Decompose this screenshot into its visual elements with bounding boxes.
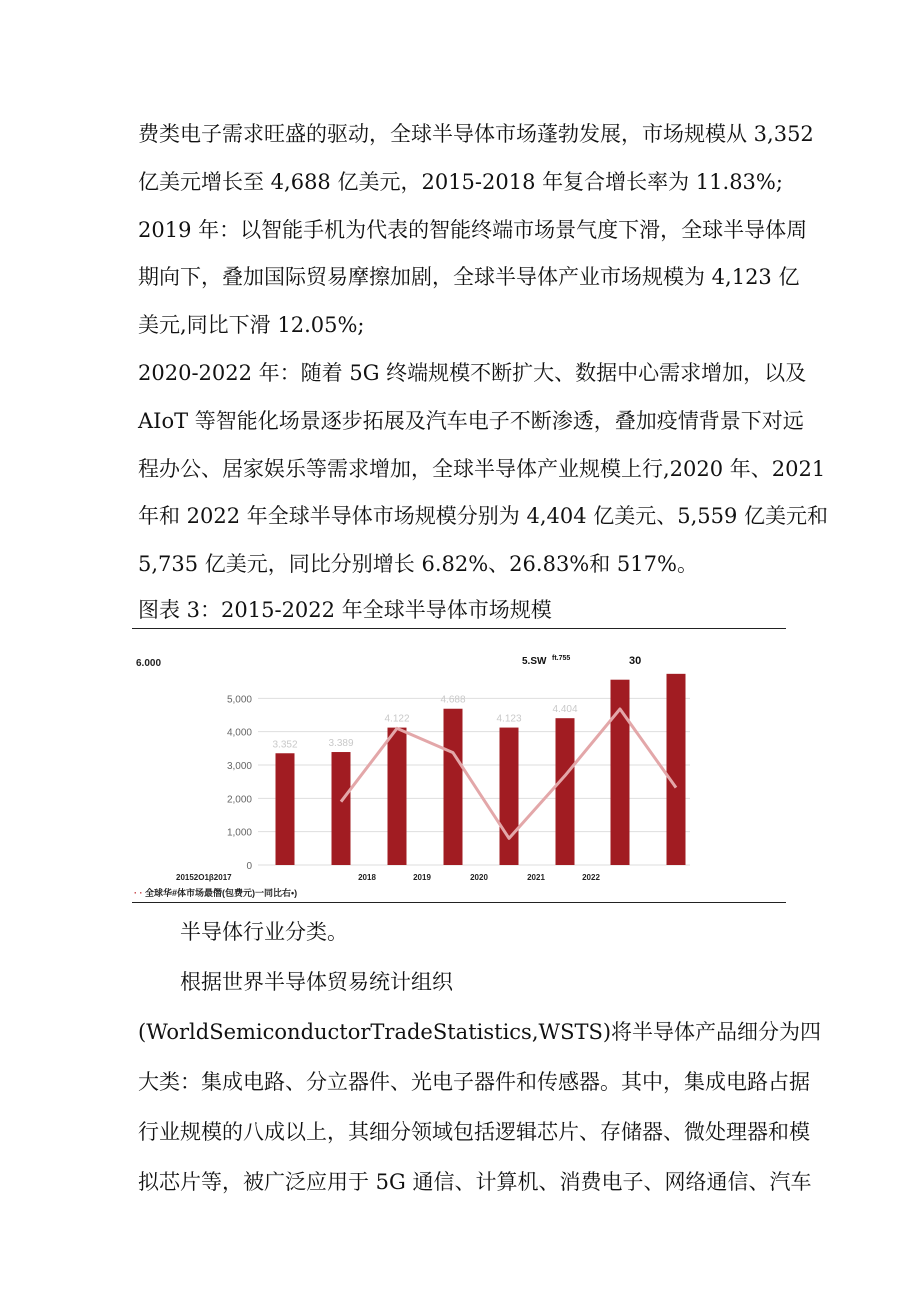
- figure-caption: 图表 3：2015-2022 年全球半导体市场规模: [138, 598, 552, 622]
- bar: [332, 752, 351, 865]
- y-tick-label: 4,000: [226, 727, 252, 739]
- text-line: 大类：集成电路、分立器件、光电子器件和传感器。其中，集成电路占据: [138, 1070, 810, 1094]
- caption-rule-bottom: [132, 902, 786, 903]
- x-tick-label: 2018: [358, 873, 376, 882]
- annotation: 30: [629, 655, 642, 667]
- bar: [667, 674, 686, 865]
- x-tick-label: 2019: [413, 873, 431, 882]
- bar: [611, 680, 630, 865]
- text-line: 期向下，叠加国际贸易摩擦加剧，全球半导体产业市场规模为 4,123 亿: [138, 265, 800, 290]
- y-top-label: 6.000: [136, 658, 162, 669]
- text-line: 费类电子需求旺盛的驱动，全球半导体市场蓬勃发展，市场规模从 3,352: [138, 122, 814, 146]
- bar: [500, 728, 519, 865]
- text-line: 2019 年：以智能手机为代表的智能终端市场景气度下滑，全球半导体周: [138, 217, 808, 242]
- text-line: 根据世界半导体贸易统计组织: [180, 970, 453, 994]
- caption-rule-top: [132, 628, 786, 629]
- annotation: 5.SW: [522, 656, 547, 667]
- legend-text: 全球华#体市场最僭(包费元)一同比右•): [145, 888, 298, 898]
- text-line: (WorldSemiconductorTradeStatistics,WSTS)将半导体产品细分为四: [138, 1020, 822, 1044]
- x-tick-label: 20152O1β2017: [176, 873, 232, 882]
- text-line: 年和 2022 年全球半导体市场规模分别为 4,404 亿美元、5,559 亿美元和: [138, 504, 829, 529]
- text-line: 半导体行业分类。: [180, 920, 348, 944]
- market-size-chart: [132, 640, 786, 902]
- y-tick-label: 3,000: [226, 761, 252, 772]
- bar: [388, 728, 407, 865]
- text-line: AIoT 等智能化场景逐步拓展及汽车电子不断渗透，叠加疫情背景下对远: [138, 408, 804, 433]
- text-line: 程办公、居家娱乐等需求增加，全球半导体产业规模上行,2020 年、2021: [138, 456, 826, 481]
- bar-value-label: 4.404: [552, 704, 578, 716]
- y-tick-label: 1,000: [226, 827, 252, 839]
- text-line: 5,735 亿美元，同比分别增长 6.82%、26.83%和 517%。: [138, 552, 698, 577]
- legend-prefix: · ·: [134, 888, 145, 898]
- text-line: 行业规模的八成以上，其细分领域包括逻辑芯片、存储器、微处理器和模: [138, 1120, 810, 1144]
- bar-value-label: 4.122: [384, 713, 410, 725]
- chart-bars: [276, 674, 686, 865]
- annotation: ft.755: [552, 655, 571, 662]
- text-line: 拟芯片等，被广泛应用于 5G 通信、计算机、消费电子、网络通信、汽车: [138, 1170, 812, 1194]
- bar: [276, 753, 295, 865]
- text-line: 美元,同比下滑 12.05%;: [138, 313, 365, 338]
- text-line: 2020-2022 年：随着 5G 终端规模不断扩大、数据中心需求增加，以及: [138, 361, 807, 385]
- text-line: 亿美元增长至 4,688 亿美元，2015-2018 年复合增长率为 11.83%;: [138, 169, 783, 194]
- bar: [556, 718, 575, 865]
- chart-legend: [134, 887, 297, 898]
- x-tick-label: 2020: [470, 873, 488, 882]
- bar-value-label: 4.688: [440, 694, 466, 706]
- bar-value-label: 4.123: [496, 713, 522, 725]
- y-tick-label: 0: [246, 861, 252, 872]
- bar-value-label: 3.389: [328, 738, 354, 750]
- y-tick-label: 5,000: [226, 694, 252, 706]
- x-tick-label: 2021: [527, 873, 545, 882]
- bar-value-label: 3.352: [272, 739, 298, 751]
- bar: [444, 709, 463, 865]
- y-tick-label: 2,000: [226, 794, 252, 806]
- x-tick-label: 2022: [582, 873, 600, 882]
